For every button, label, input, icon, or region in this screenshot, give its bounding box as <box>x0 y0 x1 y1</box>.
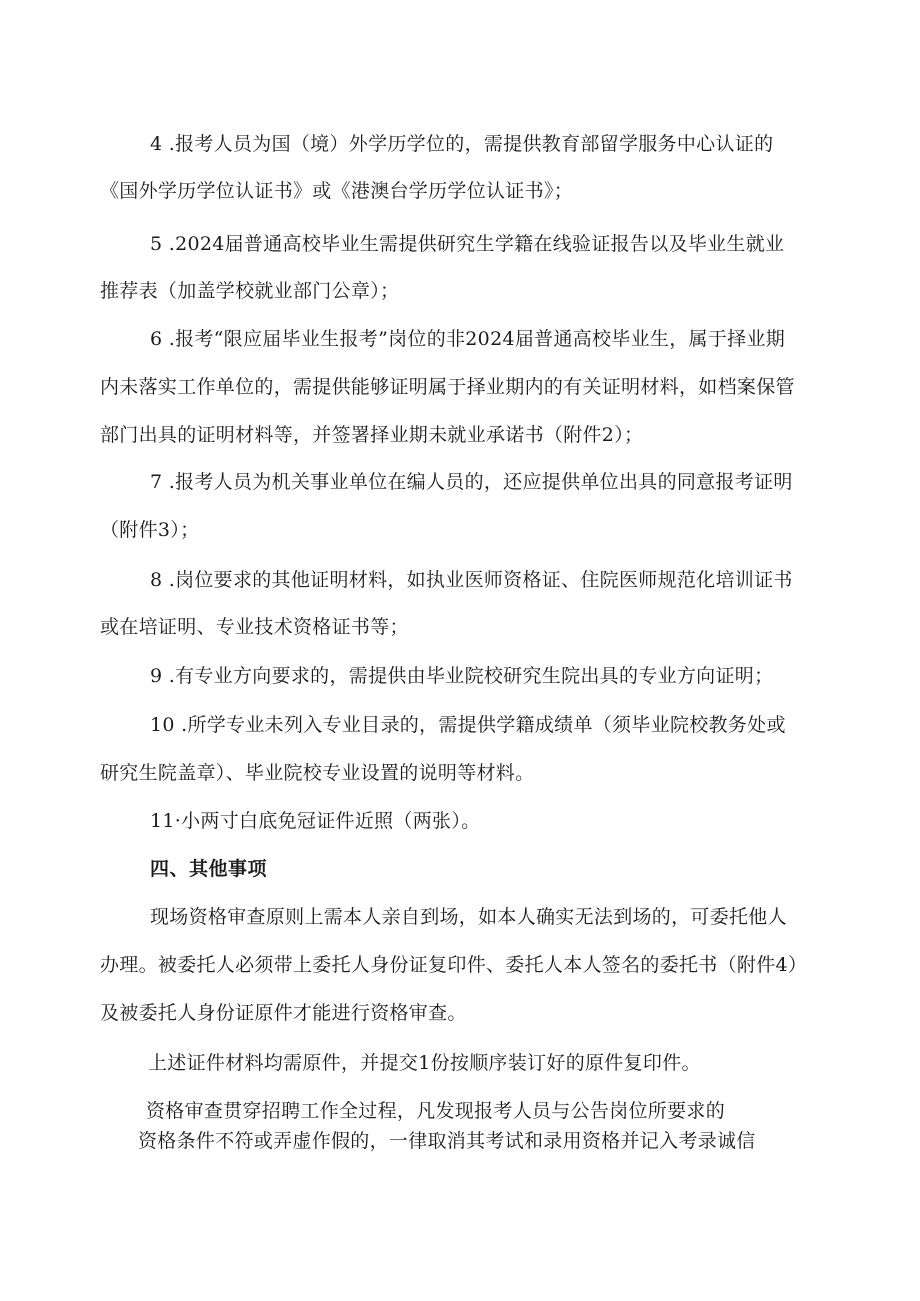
item-10-line-1: 10 .所学专业未列入专业目录的，需提供学籍成绩单（须毕业院校教务处或 <box>150 714 786 736</box>
item-9-line-1: 9 .有专业方向要求的，需提供由毕业院校研究生院出具的专业方向证明； <box>150 665 774 687</box>
item-5-line-1: 5 .2024届普通高校毕业生需提供研究生学籍在线验证报告以及毕业生就业 <box>150 233 785 255</box>
item-10-line-2: 研究生院盖章）、毕业院校专业设置的说明等材料。 <box>100 762 535 784</box>
item-4-line-1: 4 .报考人员为国（境）外学历学位的，需提供教育部留学服务中心认证的 <box>150 133 774 155</box>
paragraph-3-line-1: 资格审查贯穿招聘工作全过程，凡发现报考人员与公告岗位所要求的 <box>146 1100 726 1122</box>
paragraph-2-line-1: 上述证件材料均需原件，并提交1份按顺序装订好的原件复印件。 <box>148 1052 701 1074</box>
item-8-line-2: 或在培证明、专业技术资格证书等； <box>100 616 409 638</box>
section-heading: 四、其他事项 <box>150 858 268 880</box>
item-7-line-1: 7 .报考人员为机关事业单位在编人员的，还应提供单位出具的同意报考证明 <box>150 471 793 493</box>
paragraph-1-line-2: 办理。被委托人必须带上委托人身份证复印件、委托人本人签名的委托书（附件4） <box>100 954 808 976</box>
item-11-line-1: 11·小两寸白底免冠证件近照（两张）。 <box>150 810 481 832</box>
item-6-line-2: 内未落实工作单位的，需提供能够证明属于择业期内的有关证明材料，如档案保管 <box>100 376 795 398</box>
item-7-line-2: （附件3）； <box>100 519 200 541</box>
item-5-line-2: 推荐表（加盖学校就业部门公章）； <box>100 280 400 302</box>
item-8-line-1: 8 .岗位要求的其他证明材料，如执业医师资格证、住院医师规范化培训证书 <box>150 569 793 591</box>
paragraph-1-line-1: 现场资格审查原则上需本人亲自到场，如本人确实无法到场的，可委托他人 <box>150 906 787 928</box>
item-4-line-2: 《国外学历学位认证书》或《港澳台学历学位认证书》； <box>100 180 574 202</box>
item-6-line-3: 部门出具的证明材料等，并签署择业期未就业承诺书（附件2）； <box>100 424 644 446</box>
paragraph-1-line-3: 及被委托人身份证原件才能进行资格审查。 <box>100 1002 467 1024</box>
paragraph-3-line-2: 资格条件不符或弄虚作假的，一律取消其考试和录用资格并记入考录诚信 <box>138 1130 756 1152</box>
item-6-line-1: 6 .报考“限应届毕业生报考”岗位的非2024届普通高校毕业生，属于择业期 <box>150 328 786 350</box>
